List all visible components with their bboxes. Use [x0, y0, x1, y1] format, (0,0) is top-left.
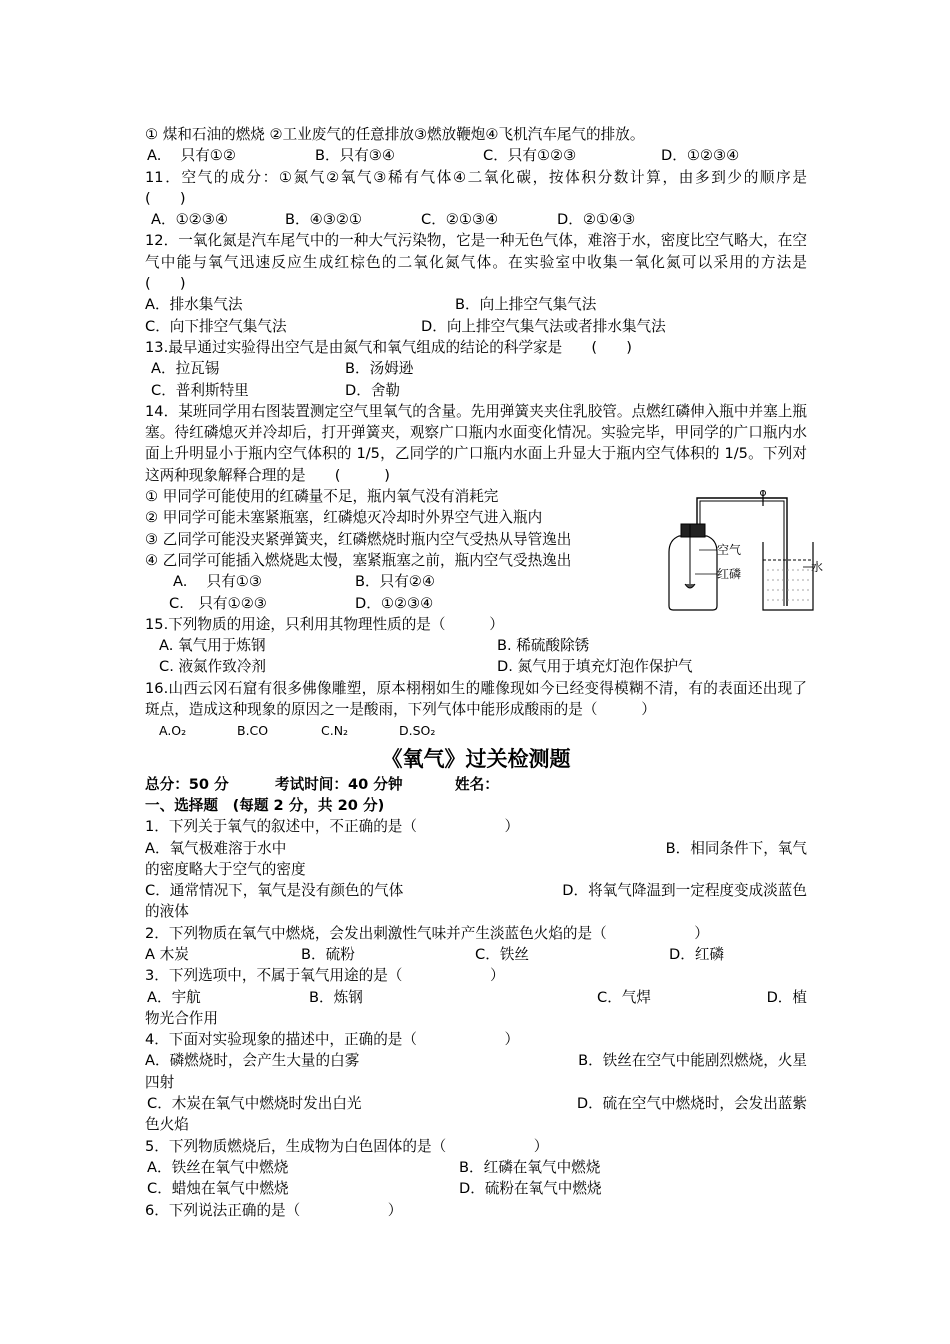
p4-row2	[145, 1093, 807, 1114]
p3-option-a: A．宇航	[147, 988, 201, 1006]
q12-option-a: A．排水集气法	[145, 296, 243, 314]
q10-stem: ① 煤和石油的燃烧 ②工业废气的任意排放③燃放鞭炮④飞机汽车尾气的排放。	[145, 126, 645, 143]
figure-label-air: 空气	[717, 543, 742, 558]
q13-stem: 13.最早通过实验得出空气是由氮气和氧气组成的结论的科学家是 ( )	[145, 338, 633, 356]
q10-option-a: A. 只有①②	[147, 147, 236, 165]
q11-option-c: C．②①③④	[421, 211, 499, 229]
q11-option-b: B．④③②①	[285, 211, 362, 229]
p4-row1	[145, 1050, 807, 1071]
bottle-outline	[669, 536, 717, 610]
q12-options-row2	[145, 316, 807, 337]
p6-stem: 6．下列说法正确的是（ ）	[145, 1201, 403, 1219]
q16-option-b: B.CO	[237, 723, 269, 739]
total-score: 总分：50 分	[145, 775, 229, 793]
p4-option-d: D．硫在空气中燃烧时，会发出蓝紫	[576, 1095, 807, 1113]
q14-items	[145, 486, 641, 614]
p2-option-d: D．红磷	[669, 945, 725, 963]
p5-option-b: B．红磷在氧气中燃烧	[459, 1158, 601, 1176]
q15-options-row1	[145, 635, 807, 656]
student-name-label: 姓名：	[455, 775, 499, 793]
q14-item-3: ③ 乙同学可能没夹紧弹簧夹，红磷燃烧时瓶内空气受热从导管逸出	[145, 530, 572, 548]
q16-option-d: D.SO₂	[399, 723, 436, 739]
q13-option-a: A．拉瓦锡	[151, 360, 220, 378]
p5-row2	[145, 1178, 807, 1199]
p5-option-a: A．铁丝在氧气中燃烧	[147, 1158, 289, 1176]
q14-options-row2	[145, 593, 641, 614]
q14-item-1: ① 甲同学可能使用的红磷量不足，瓶内氧气没有消耗完	[145, 488, 499, 506]
p3-options	[145, 987, 807, 1008]
exam-time: 考试时间：40 分钟	[275, 775, 403, 793]
p5-stem: 5．下列物质燃烧后，生成物为白色固体的是（ ）	[145, 1137, 549, 1155]
q10-options	[145, 145, 807, 166]
q14-option-d: D．①②③④	[355, 594, 434, 612]
p2-stem: 2．下列物质在氧气中燃烧，会发出刺激性气味并产生淡蓝色火焰的是（ ）	[145, 924, 709, 942]
q10-option-b: B．只有③④	[315, 147, 395, 165]
p2-option-c: C．铁丝	[475, 945, 529, 963]
q13-option-d: D．舍勒	[345, 381, 401, 399]
q14-apparatus-figure	[663, 488, 825, 614]
q10-option-c: C．只有①②③	[483, 147, 577, 165]
q14-item-4: ④ 乙同学可能插入燃烧匙太慢，塞紧瓶塞之前，瓶内空气受热逸出	[145, 551, 572, 569]
q11-stem: 11．空气的成分：①氮气②氧气③稀有气体④二氧化碳，按体积分数计算，由多到少的顺序是 ( )	[145, 168, 837, 207]
p4-option-b-tail: 四射	[145, 1073, 175, 1091]
q12-stem: 12．一氧化氮是汽车尾气中的一种大气污染物，它是一种无色气体，难溶于水，密度比空气略大，在空气中能与氧气迅速反应生成红棕色的二氧化氮气体。在实验室中收集一氧化氮可以采用的方法是 ( )	[145, 232, 837, 293]
p3-option-d-tail: 物光合作用	[145, 1009, 218, 1027]
p1-option-c: C．通常情况下，氧气是没有颜色的气体	[145, 882, 404, 900]
q16-option-c: C.N₂	[321, 723, 349, 739]
q12-options-row1	[145, 294, 807, 315]
q14-option-a: A. 只有①③	[173, 573, 262, 591]
q12-option-d: D．向上排空气集气法或者排水集气法	[421, 317, 666, 335]
q12-option-c: C．向下排空气集气法	[145, 317, 287, 335]
p5-row1	[145, 1157, 807, 1178]
q13-options-row2	[145, 380, 807, 401]
q13-option-b: B．汤姆逊	[345, 360, 414, 378]
p1-row1	[145, 838, 807, 859]
p4-option-b: B．铁丝在空气中能剧烈燃烧，火星	[578, 1052, 807, 1070]
p5-option-c: C．蜡烛在氧气中燃烧	[147, 1180, 289, 1198]
q13-options-row1	[145, 358, 807, 379]
exam-header	[145, 774, 807, 795]
q16-option-a: A.O₂	[159, 723, 187, 739]
q11-options	[145, 209, 807, 230]
p4-option-d-tail: 色火焰	[145, 1116, 189, 1134]
p1-option-b: B．相同条件下，氧气	[665, 839, 807, 857]
q14-option-b: B．只有②④	[355, 573, 435, 591]
p1-row2	[145, 880, 807, 901]
p3-option-c: C．气焊	[597, 988, 651, 1006]
q16-stem: 16.山西云冈石窟有很多佛像雕塑，原本栩栩如生的雕像现如今已经变得模糊不清，有的表面还出现了斑点，造成这种现象的原因之一是酸雨，下列气体中能形成酸雨的是（ ）	[145, 679, 807, 719]
q13-option-c: C．普利斯特里	[151, 381, 249, 399]
document-page	[145, 124, 837, 1221]
section-heading: 一、选择题 (每题 2 分，共 20 分)	[145, 796, 385, 814]
q16-options	[145, 720, 807, 741]
p2-option-a: A 木炭	[145, 945, 189, 963]
p3-option-b: B．炼钢	[309, 988, 363, 1006]
q15-option-d: D. 氮气用于填充灯泡作保护气	[497, 658, 693, 676]
p5-option-d: D．硫粉在氧气中燃烧	[459, 1180, 602, 1198]
figure-label-phosphorus: 红磷	[717, 567, 742, 582]
q15-stem: 15.下列物质的用途，只利用其物理性质的是（ ）	[145, 615, 504, 633]
page-title: 《氧气》过关检测题	[381, 746, 571, 771]
p4-option-a: A．磷燃烧时，会产生大量的白雾	[145, 1052, 360, 1070]
phosphorus-icon	[685, 584, 695, 588]
q15-option-a: A. 氧气用于炼钢	[159, 637, 266, 655]
q14-item-2: ② 甲同学可能未塞紧瓶塞，红磷熄灭冷却时外界空气进入瓶内	[145, 509, 543, 527]
q11-option-a: A．①②③④	[151, 211, 228, 229]
q14-body	[145, 486, 824, 614]
q11-option-d: D．②①④③	[557, 211, 636, 229]
q12-option-b: B．向上排空气集气法	[455, 296, 597, 314]
p4-stem: 4．下面对实验现象的描述中，正确的是（ ）	[145, 1031, 520, 1049]
p3-option-d: D．植	[766, 988, 807, 1006]
q15-option-c: C. 液氮作致冷剂	[159, 658, 267, 676]
q15-option-b: B. 稀硫酸除锈	[497, 637, 590, 655]
p1-option-b-tail: 的密度略大于空气的密度	[145, 860, 306, 878]
p1-option-a: A．氧气极难溶于水中	[145, 839, 287, 857]
figure-label-water: 水	[811, 560, 824, 575]
p3-stem: 3．下列选项中，不属于氧气用途的是（ ）	[145, 967, 505, 985]
p4-option-c: C．木炭在氧气中燃烧时发出白光	[147, 1095, 362, 1113]
bottle-stopper	[681, 524, 705, 537]
p2-options	[145, 944, 807, 965]
q15-options-row2	[145, 656, 807, 677]
q14-options-row1	[145, 571, 641, 592]
p1-option-d: D．将氧气降温到一定程度变成淡蓝色	[562, 882, 807, 900]
q10-option-d: D．①②③④	[661, 147, 740, 165]
p1-option-d-tail: 的液体	[145, 903, 189, 921]
p1-stem: 1．下列关于氧气的叙述中，不正确的是（ ）	[145, 818, 520, 836]
q14-option-c: C. 只有①②③	[169, 594, 267, 612]
p2-option-b: B．硫粉	[301, 945, 355, 963]
q14-stem: 14．某班同学用右图装置测定空气里氧气的含量。先用弹簧夹夹住乳胶管。点燃红磷伸入瓶中并塞上瓶塞。待红磷熄灭并冷却后，打开弹簧夹，观察广口瓶内水面变化情况。实验完毕，甲同学的广口瓶内水面上升明显小于瓶内空气体积的 1/5，乙同学的广口瓶内水面上升显大于瓶内空气体积的 1/5。下列对这两种现象解释合理的是 ( )	[145, 402, 807, 484]
